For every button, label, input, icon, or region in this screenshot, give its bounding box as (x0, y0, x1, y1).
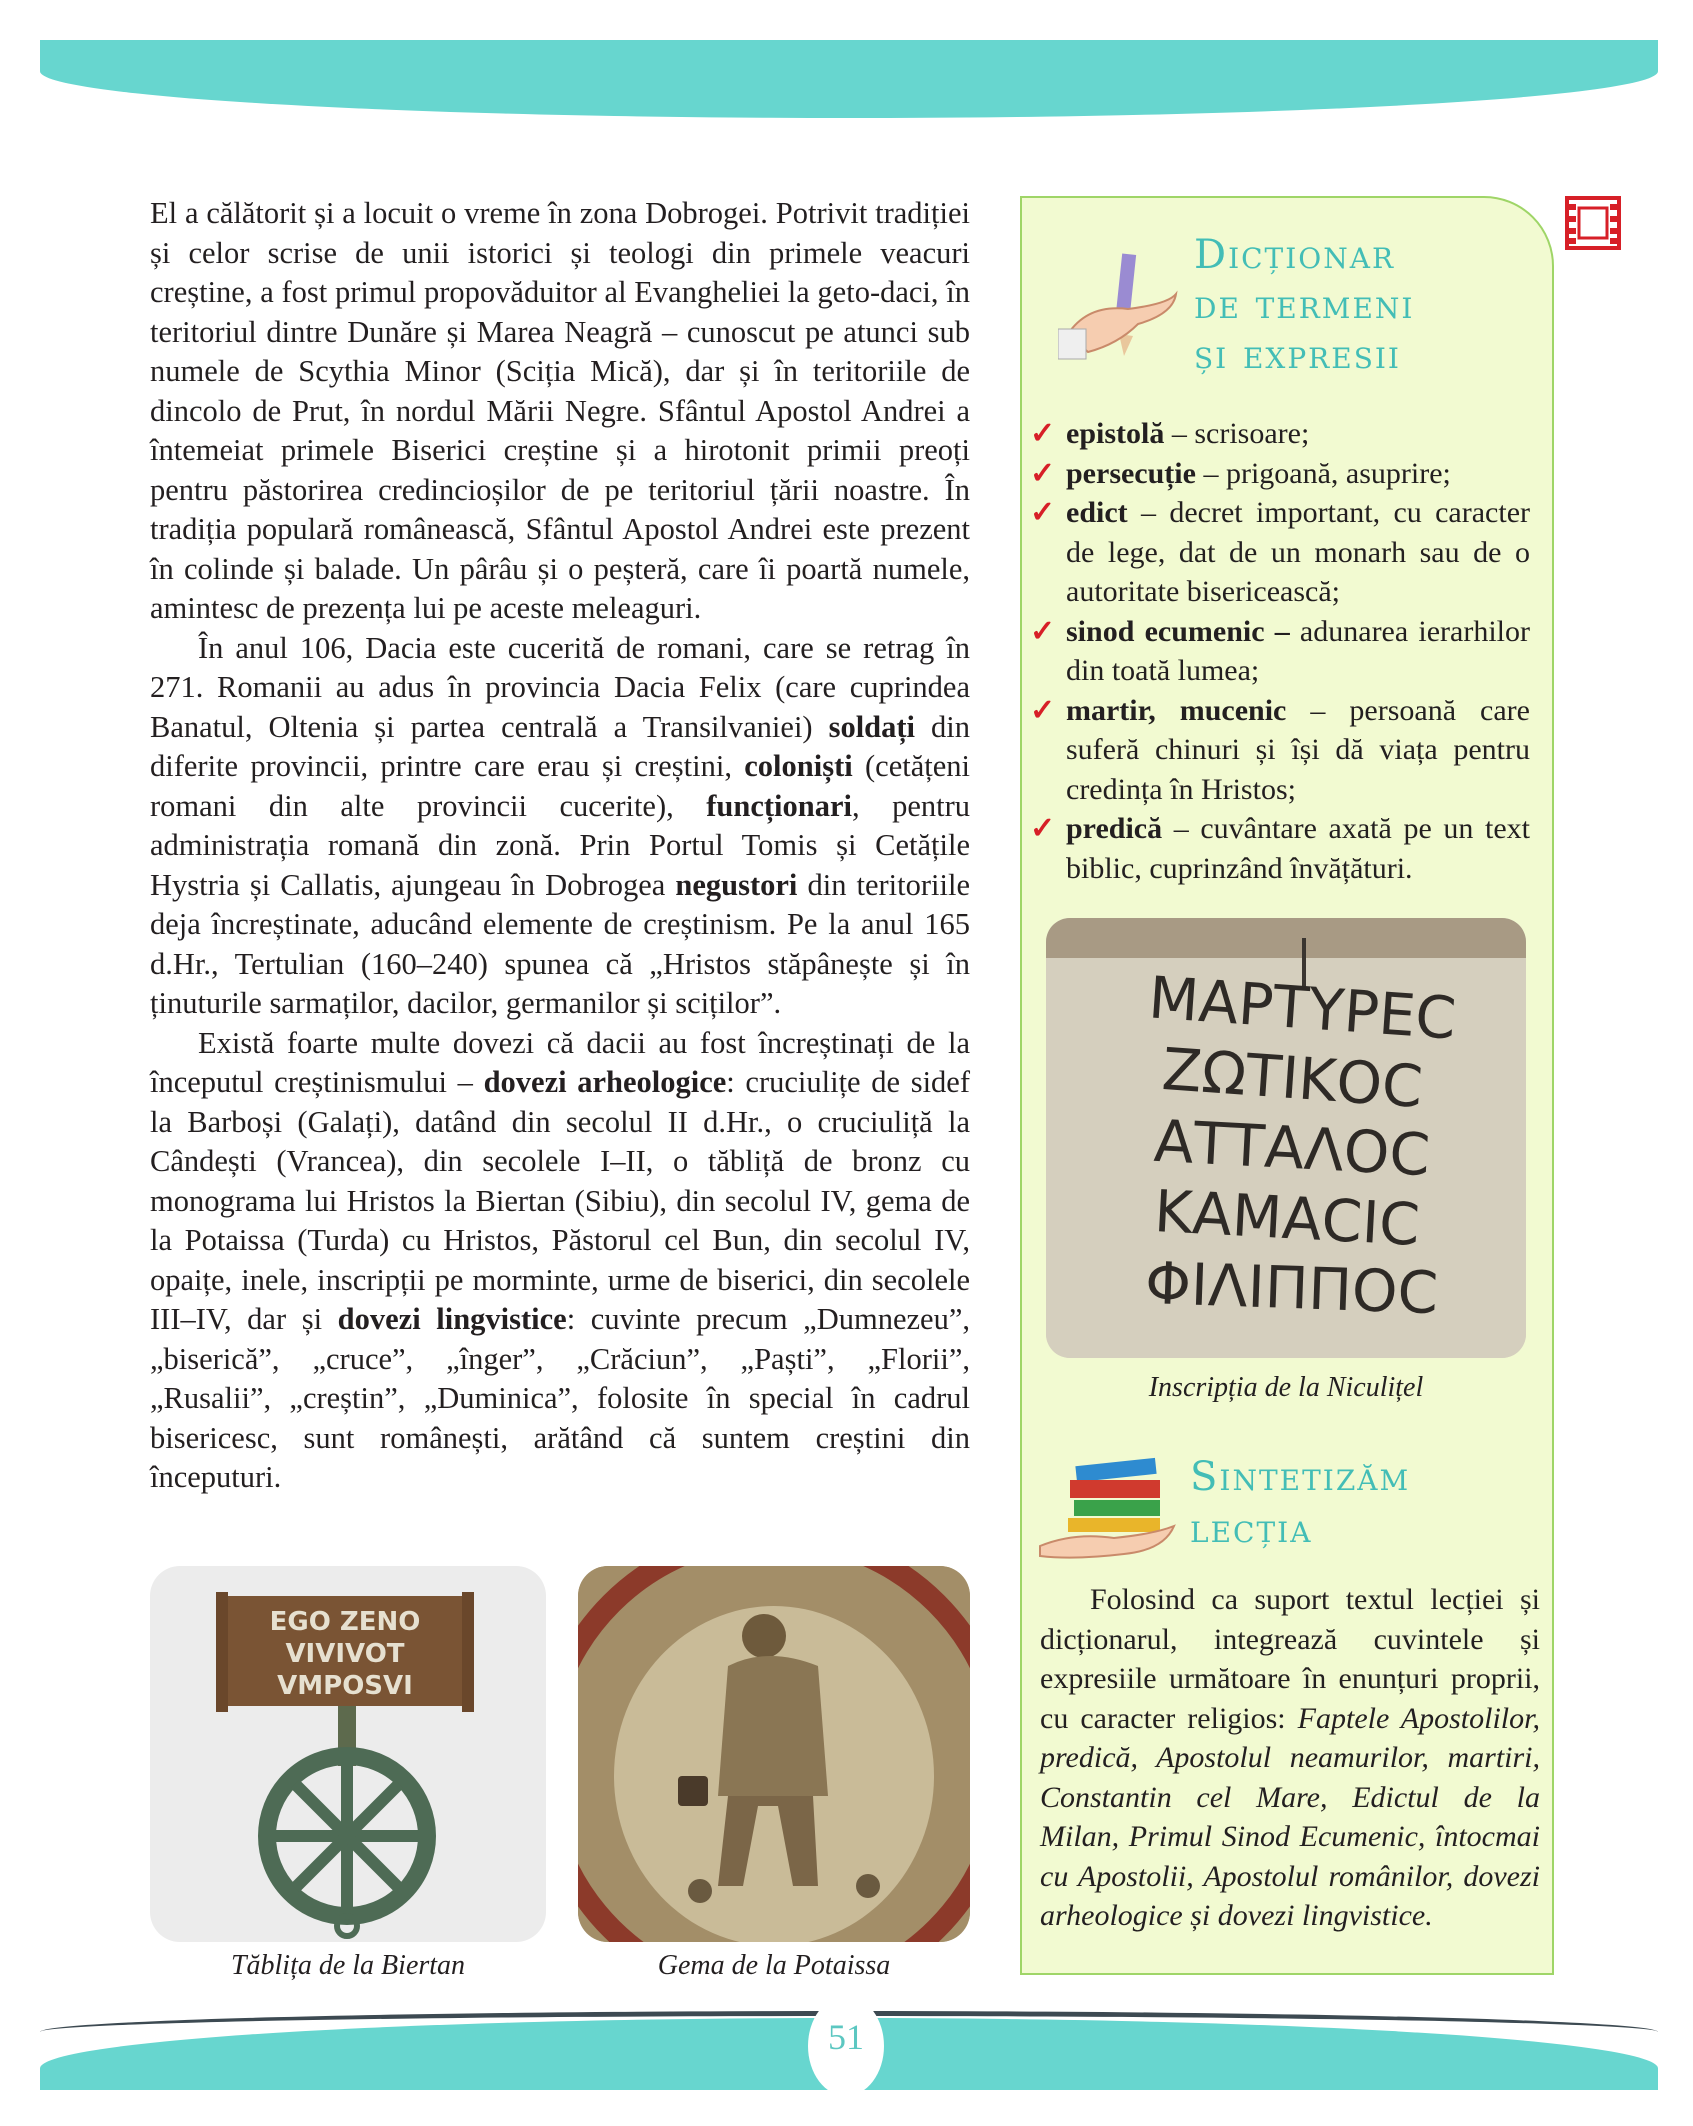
niculitel-caption: Inscripția de la Niculițel (1148, 1372, 1424, 1403)
checkmark-icon: ✓ (1030, 456, 1056, 490)
dictionary-title: Dicționar de termeni și expresii (1194, 232, 1415, 378)
list-item: ✓ epistolă – scrisoare; (1030, 414, 1530, 454)
biertan-inscription-2: VIVIVOT (285, 1639, 405, 1669)
list-item: ✓ predică – cuvântare axată pe un text biblic, cuprinzând învățături. (1030, 809, 1530, 888)
biertan-inscription-3: VMPOSVI (277, 1671, 413, 1701)
biertan-caption: Tăblița de la Biertan (230, 1950, 466, 1981)
potaissa-gem-photo (578, 1566, 970, 1942)
checkmark-icon: ✓ (1030, 614, 1056, 648)
dictionary-terms (1030, 414, 1530, 888)
biertan-inscription-1: EGO ZENO (269, 1607, 421, 1637)
checkmark-icon: ✓ (1030, 693, 1056, 727)
synthesis-text: Folosind ca suport textul lecției și dicționarul, integrează cuvintele și expresiile următoare în enunțuri proprii, cu caracter religios: Faptele Apostolilor, predică, Apostolul neamurilor, martiri, Constantin cel Mare, Edictul de la Milan, Primul Sinod Ecumenic, întocmai cu Apostolii, Apostolul românilor, dovezi arheologice și dovezi lingvistice. (1040, 1583, 1540, 1932)
books-hand-icon (1034, 1452, 1184, 1562)
biertan-tablet-photo (150, 1566, 546, 1942)
paragraph-3: Există foarte multe dovezi că dacii au fost încreștinați de la începutul creștinismului – dovezi arheologice: cruciulițe de sidef la Barboși (Galați), datând din secolul II d.Hr., o cruciuliță la Cândești (Vrancea), din secolele I–II, o tăbliță de bronz cu monograma lui Hristos la Biertan (Sibiu), din secolul IV, gema de la Potaissa (Turda) cu Hristos, Păstorul cel Bun, din secolul IV, opaițe, inele, inscripții pe morminte, urme de biserici, din secolele III–IV, dar și dovezi lingvistice: cuvinte precum „Dumnezeu”, „biserică”, „cruce”, „înger”, „Crăciun”, „Paști”, „Florii”, „Rusalii”, „creștin”, „Duminica”, folosite în special în cadrul bisericesc, sunt românești, arătând că suntem creștini din începuturi. (150, 1025, 970, 1494)
potaissa-caption: Gema de la Potaissa (657, 1950, 891, 1981)
checkmark-icon: ✓ (1030, 812, 1056, 845)
inscription-line-2: ΖΩΤΙΚΟϹ (1159, 1035, 1425, 1122)
paragraph-2: În anul 106, Dacia este cucerită de romani, care se retrag în 271. Romanii au adus în provincia Dacia Felix (care cuprindea Banatul, Oltenia și partea centrală a Transilvaniei) soldați din diferite provincii, printre care erau și creștini, coloniști (cetățeni romani din alte provincii cucerite), funcționari, pentru administrația romană din zonă. Prin Portul Tomis și Cetățile Hystria și Callatis, ajungeau în Dobrogea negustori din teritoriile deja încreștinate, aducând elemente de creștinism. Pe la anul 165 d.Hr., Tertulian (160–240) spunea că „Hristos stăpânește și în ținuturile sarmaților, dacilor, germanilor și sciților”. (150, 630, 971, 1020)
niculitel-inscription-photo (1046, 918, 1526, 1358)
list-item: ✓ edict – decret important, cu caracter de lege, dat de un monarh sau de o autoritate bisericească; (1030, 493, 1530, 612)
page-number: 51 (808, 1996, 884, 2096)
main-text (150, 194, 970, 1498)
synthesis-title: Sintetizăm lecția (1190, 1454, 1411, 1552)
film-icon[interactable] (1565, 196, 1621, 250)
inscription-line-1: ΜΑΡΤΥΡΕϹ (1146, 963, 1459, 1053)
inscription-line-5: ΦΙΛΙΠΠΟϹ (1144, 1248, 1440, 1328)
paragraph-1: El a călătorit și a locuit o vreme în zona Dobrogei. Potrivit tradiției și celor scrise de unii istorici și teologi din primele veacuri creștine, a fost primul propovăduitor al Evangheliei la geto-daci, în teritoriul dintre Dunăre și Marea Neagră – cunoscut pe atunci sub numele de Scythia Minor (Sciția Mică), dar și în teritoriile de dincolo de Prut, în nordul Mării Negre. Sfântul Apostol Andrei a întemeiat primele Biserici creștine și a hirotonit primii preoți pentru păstorirea credincioșilor de pe teritoriul țării noastre. În tradiția populară românească, Sfântul Apostol Andrei este prezent în colinde și balade. Un pârâu și o peșteră, care îi poartă numele, amintesc de prezența lui pe aceste meleaguri. (150, 196, 970, 625)
inscription-line-3: ΑΤΤΑΛΟϹ (1152, 1106, 1432, 1190)
checkmark-icon: ✓ (1030, 417, 1056, 450)
list-item: ✓ martir, mucenic – persoană care suferă chinuri și își dă viața pentru credința în Hristos; (1030, 691, 1530, 810)
inscription-line-4: ΚΑΜΑϹΙϹ (1152, 1177, 1422, 1259)
list-item: ✓ persecuție – prigoană, asuprire; (1030, 454, 1530, 494)
checkmark-icon: ✓ (1030, 496, 1056, 529)
list-item: ✓ sinod ecumenic – adunarea ierarhilor din toată lumea; (1030, 612, 1530, 691)
hand-pencil-icon (1058, 234, 1184, 370)
top-band (40, 40, 1658, 118)
